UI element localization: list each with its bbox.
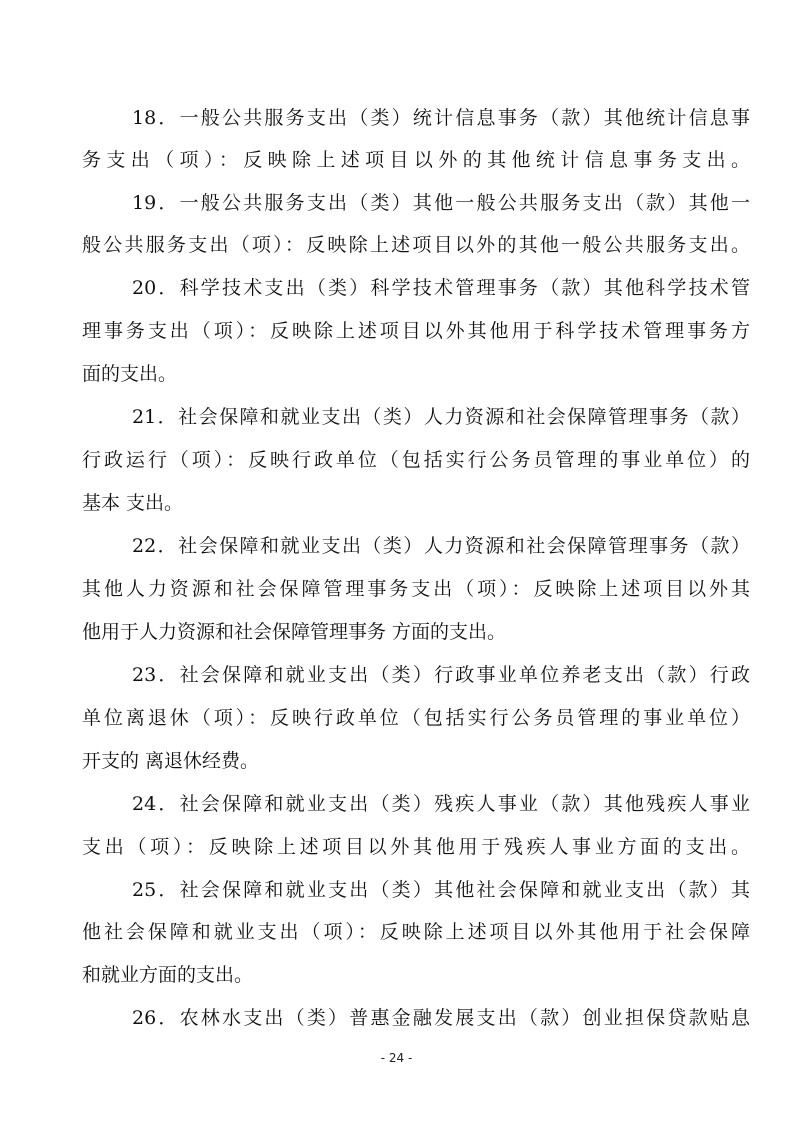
paragraph-19-line-1: 19．一般公共服务支出（类）其他一般公共服务支出（款）其他一 (132, 192, 750, 214)
paragraph-23-line-1: 23．社会保障和就业支出（类）行政事业单位养老支出（款）行政 (132, 664, 750, 686)
paragraph-21-line-3: 基本 支出。 (82, 492, 184, 514)
paragraph-22-line-3: 他用于人力资源和社会保障管理事务 方面的支出。 (82, 621, 507, 643)
paragraph-22-line-1: 22．社会保障和就业支出（类）人力资源和社会保障管理事务（款） (132, 535, 750, 557)
paragraph-23-line-2: 单位离退休（项）：反映行政单位（包括实行公务员管理的事业单位） (82, 707, 750, 729)
paragraph-20-line-1: 20．科学技术支出（类）科学技术管理事务（款）其他科学技术管 (132, 277, 750, 299)
paragraph-20-line-3: 面的支出。 (82, 363, 178, 385)
paragraph-21-line-1: 21．社会保障和就业支出（类）人力资源和社会保障管理事务（款） (132, 406, 750, 428)
paragraph-20-line-2: 理事务支出（项）：反映除上述项目以外其他用于科学技术管理事务方 (82, 320, 750, 342)
paragraph-26-line-1: 26．农林水支出（类）普惠金融发展支出（款）创业担保贷款贴息 (132, 1007, 750, 1029)
paragraph-25-line-2: 他社会保障和就业支出（项）：反映除上述项目以外其他用于社会保障 (82, 921, 750, 943)
paragraph-19-line-2: 般公共服务支出（项）：反映除上述项目以外的其他一般公共服务支出。 (82, 234, 750, 256)
paragraph-24-line-1: 24．社会保障和就业支出（类）残疾人事业（款）其他残疾人事业 (132, 793, 750, 815)
paragraph-23-line-3: 开支的 离退休经费。 (82, 750, 260, 772)
paragraph-18-line-2: 务支出（项）：反映除上述项目以外的其他统计信息事务支出。 (82, 149, 750, 171)
paragraph-25-line-3: 和就业方面的支出。 (82, 964, 254, 986)
paragraph-24-line-2: 支出（项）：反映除上述项目以外其他用于残疾人事业方面的支出。 (82, 836, 750, 858)
paragraph-25-line-1: 25．社会保障和就业支出（类）其他社会保障和就业支出（款）其 (132, 879, 750, 901)
page-number: - 24 - (380, 1051, 413, 1065)
paragraph-22-line-2: 其他人力资源和社会保障管理事务支出（项）：反映除上述项目以外其 (82, 578, 750, 600)
paragraph-21-line-2: 行政运行（项）：反映行政单位（包括实行公务员管理的事业单位）的 (82, 449, 750, 471)
paragraph-18-line-1: 18．一般公共服务支出（类）统计信息事务（款）其他统计信息事 (132, 107, 750, 129)
